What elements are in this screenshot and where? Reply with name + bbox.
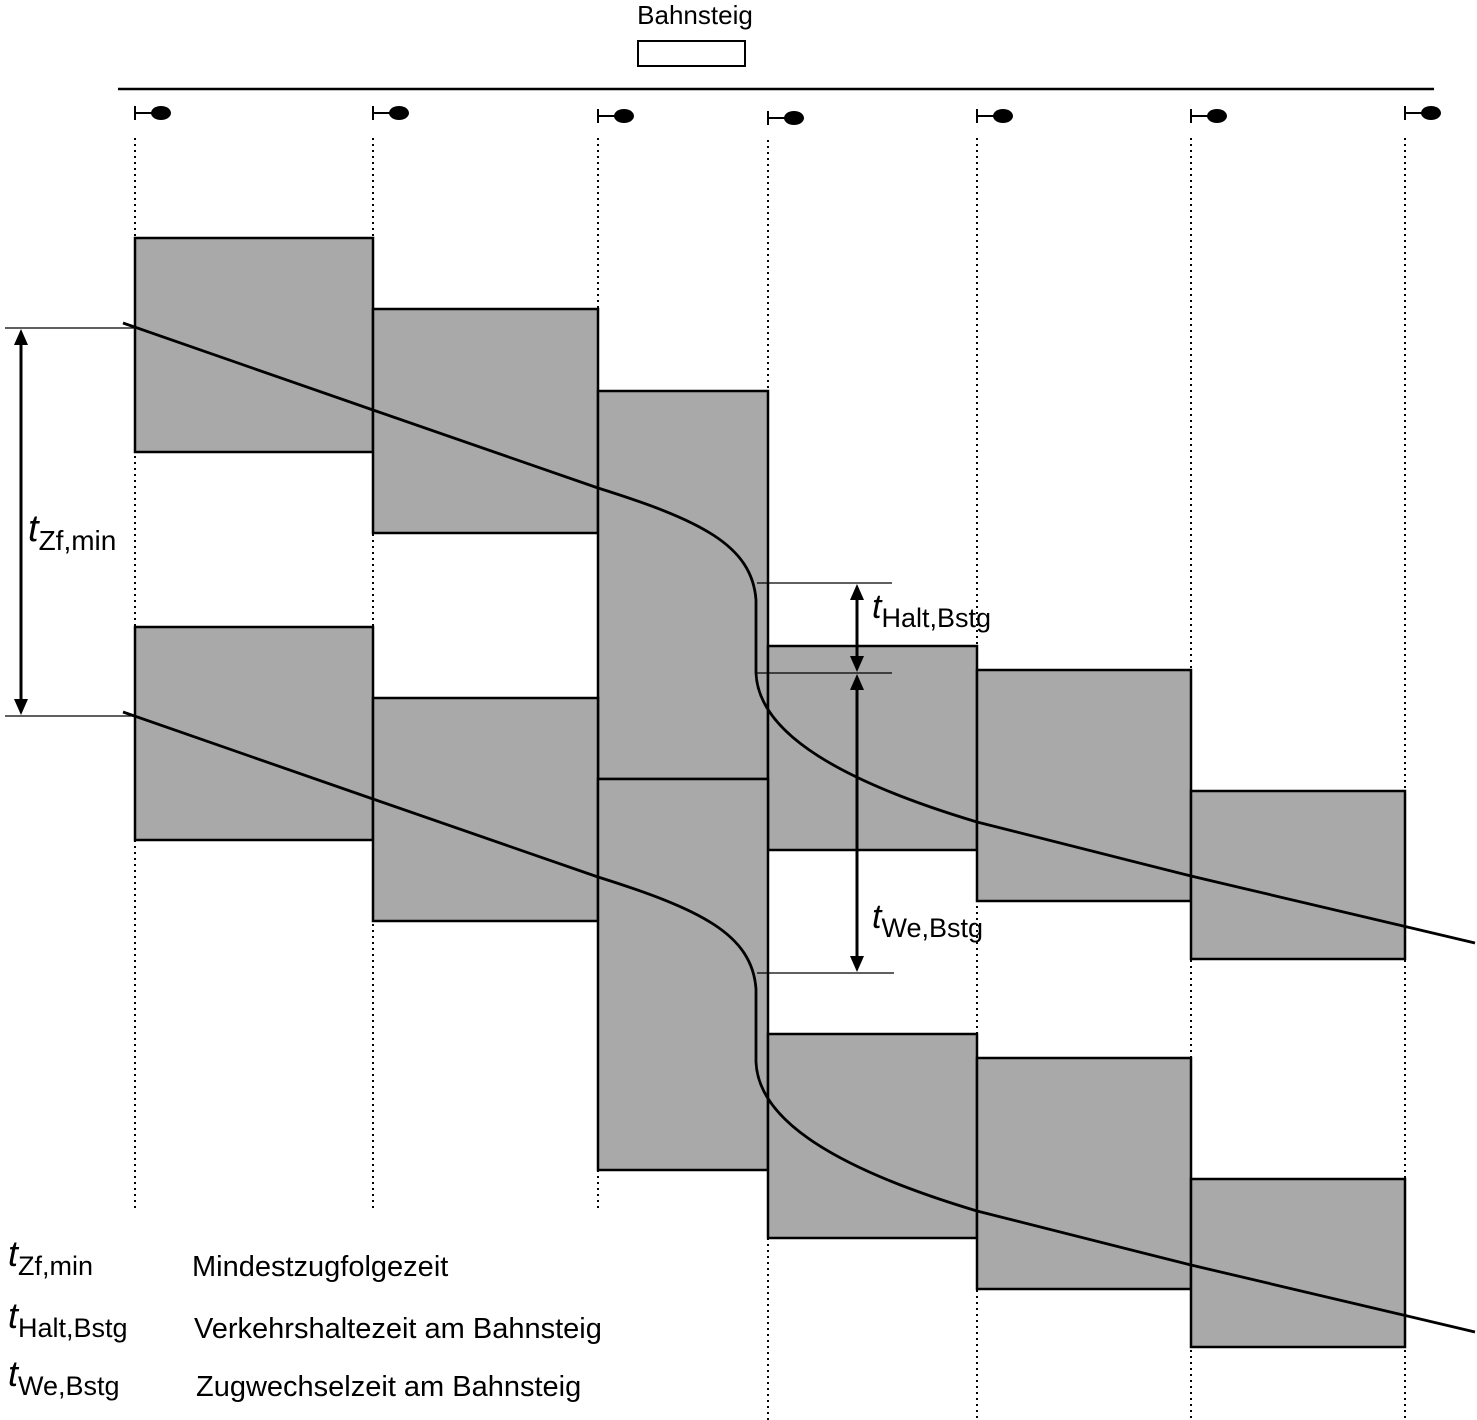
blocking-time-block-train-1: [768, 646, 977, 850]
signal-icon: [1191, 109, 1227, 123]
blocking-time-block-train-2: [598, 779, 768, 1170]
blocking-time-block-train-2: [1191, 1179, 1405, 1347]
twe-label: $t_{We,Bstg}$: [872, 898, 983, 943]
signal-icon: [373, 106, 409, 120]
blocking-time-block-train-1: [135, 238, 373, 452]
platform-label: Bahnsteig: [637, 0, 753, 30]
tzf-arrow-head-bottom: [14, 699, 28, 715]
legend-symbol-tzf: $t_{Zf,min}$: [8, 1233, 94, 1281]
twe-arrow-head-bottom: [850, 956, 864, 972]
legend-row-thalt: [8, 1295, 602, 1345]
legend-row-twe: [8, 1353, 581, 1403]
platform-symbol: [638, 41, 745, 66]
legend-symbol-twe: $t_{We,Bstg}$: [8, 1353, 120, 1401]
blocking-time-block-train-1: [977, 670, 1191, 901]
blocking-time-blocks: [135, 238, 1405, 1347]
legend-text-tzf: Mindestzugfolgezeit: [192, 1251, 449, 1283]
blocking-time-block-train-2: [768, 1034, 977, 1238]
blocking-time-block-train-2: [135, 627, 373, 840]
signal-icon: [1405, 106, 1441, 120]
signals: [135, 106, 1441, 125]
legend: [8, 1233, 602, 1403]
tzf-label: $t_{Zf,min}$: [28, 508, 117, 556]
legend-text-thalt: Verkehrshaltezeit am Bahnsteig: [194, 1313, 602, 1345]
thalt-arrow-head-top: [850, 584, 864, 600]
blocking-time-block-train-2: [977, 1058, 1191, 1289]
blocking-time-block-train-1: [1191, 791, 1405, 959]
thalt-label: $t_{Halt,Bstg}$: [872, 588, 991, 633]
tzf-arrow-head-top: [14, 329, 28, 345]
signal-icon: [768, 111, 804, 125]
signal-icon: [977, 109, 1013, 123]
legend-text-twe: Zugwechselzeit am Bahnsteig: [196, 1371, 582, 1403]
legend-symbol-thalt: $t_{Halt,Bstg}$: [8, 1295, 128, 1343]
signal-icon: [598, 109, 634, 123]
signal-icon: [135, 106, 171, 120]
legend-row-tzf: [8, 1233, 448, 1283]
tzf-dimension: [5, 328, 135, 716]
blocking-time-block-train-1: [598, 391, 768, 779]
